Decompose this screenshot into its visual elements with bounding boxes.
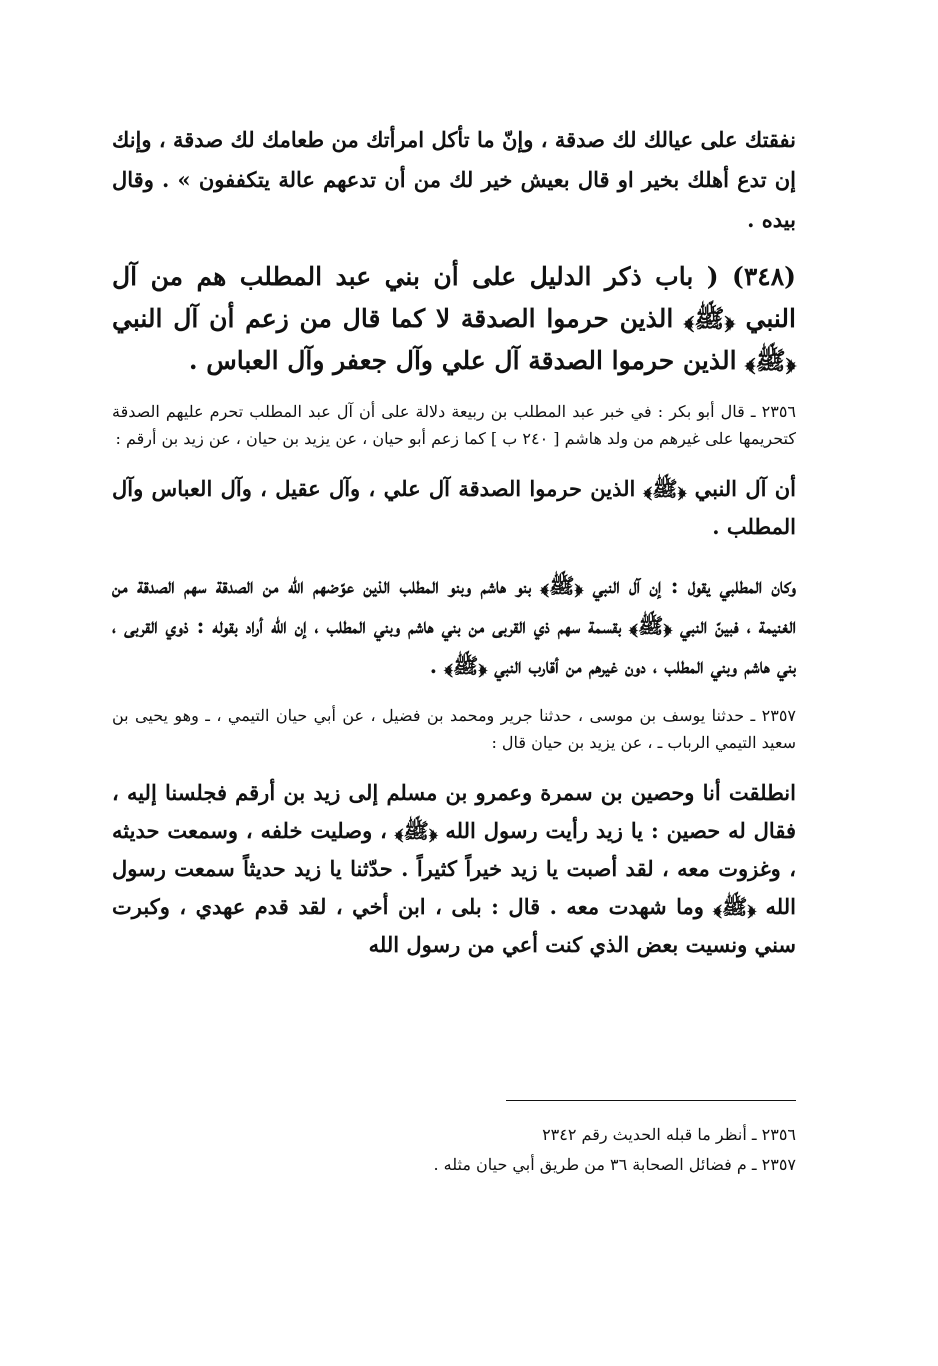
book-page bbox=[112, 120, 796, 1240]
chapter-heading: (٣٤٨) ( باب ذكر الدليل على أن بني عبد المطلب هم من آل النبي ﴿ﷺ﴾ الذين حرموا الصدقة لا كما قال من زعم أن آل النبي ﴿ﷺ﴾ الذين حرموا الصدقة آل علي وآل جعفر وآل العباس . bbox=[112, 262, 796, 375]
hadith-2357-chain: ٢٣٥٧ ـ حدثنا يوسف بن موسى ، حدثنا جرير ومحمد بن فضيل ، عن أبي حيان التيمي ، ـ وهو يحيى بن سعيد التيمي الرباب ـ ، عن يزيد بن حيان قال : bbox=[112, 706, 796, 752]
hadith-2356-chain: ٢٣٥٦ ـ قال أبو بكر : في خبر عبد المطلب بن ربيعة دلالة على أن آل عبد المطلب تحرم عليهم الصدقة كتحريمها على غيرهم من ولد هاشم [ ٢٤٠ ب ] كما زعم أبو حيان ، عن يزيد بن حيان ، عن زيد بن أرقم : bbox=[112, 402, 797, 448]
muttalibi-paragraph: وكان المطلبي يقول : إن آل النبي ﴿ﷺ﴾ بنو هاشم وبنو المطلب الذين عوّضهم الله من الصدقة سهم الصدقة من الغنيمة ، فبينّ النبي ﴿ﷺ﴾ بقسمة سهم ذي القربى من بني هاشم وبني المطلب ، إن الله أراد بقوله : ذوي القربى ، بني هاشم وبني المطلب ، دون غيرهم من أقارب النبي ﴿ﷺ﴾ . bbox=[112, 573, 796, 678]
footnote-2357: ٢٣٥٧ ـ م فضائل الصحابة ٣٦ من طريق أبي حيان مثله . bbox=[433, 1155, 796, 1174]
opening-paragraph: نفقتك على عيالك لك صدقة ، وإنّ ما تأكل امرأتك من طعامك لك صدقة ، وإنك إن تدع أهلك بخير او قال بعيش خير لك من أن تدعهم عالة يتكففون » . وقال بيده . bbox=[112, 127, 796, 232]
footnote-2356: ٢٣٥٦ ـ أنظر ما قبله الحديث رقم ٢٣٤٢ bbox=[542, 1125, 796, 1144]
hadith-2356-text: أن آل النبي ﴿ﷺ﴾ الذين حرموا الصدقة آل علي ، وآل عقيل ، وآل العباس وآل المطلب . bbox=[112, 476, 796, 539]
footnote-divider bbox=[506, 1100, 796, 1101]
hadith-2357-text: انطلقت أنا وحصين بن سمرة وعمرو بن مسلم إلى زيد بن أرقم فجلسنا إليه ، فقال له حصين : يا زيد رأيت رسول الله ﴿ﷺ﴾ ، وصليت خلفه ، وسمعت حديثه ، وغزوت معه ، لقد أصبت يا زيد خيراً كثيراً . حدّثنا يا زيد حديثاً سمعت رسول الله ﴿ﷺ﴾ وما شهدت معه . قال : بلى ، ابن أخي ، لقد قدم عهدي ، وكبرت سني ونسيت بعض الذي كنت أعي من رسول الله bbox=[112, 780, 796, 957]
footnotes bbox=[112, 1120, 796, 1180]
